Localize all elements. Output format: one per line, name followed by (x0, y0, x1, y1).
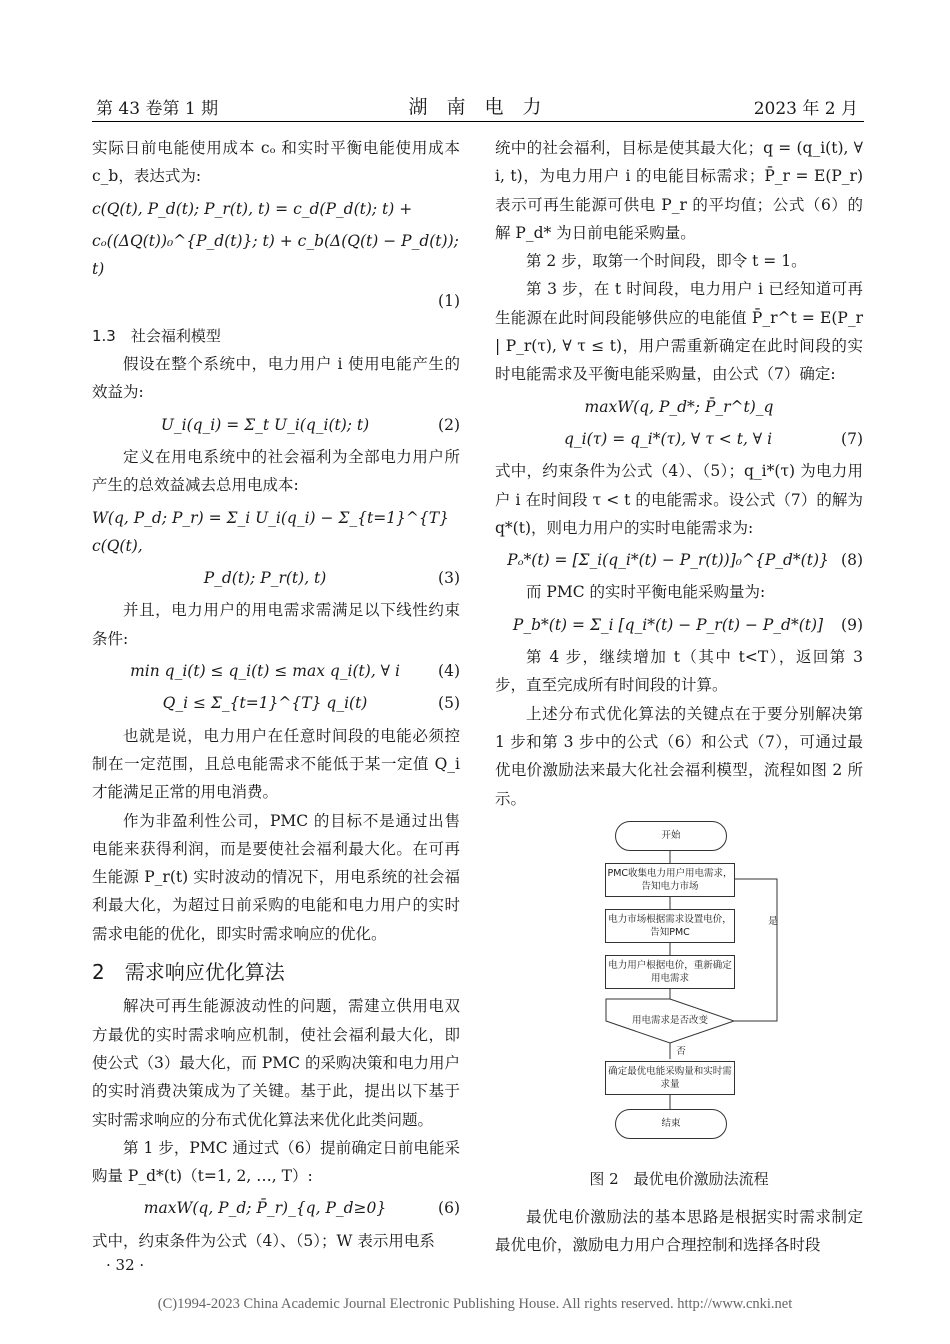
flowchart (569, 819, 789, 1159)
paragraph: 上述分布式优化算法的关键点在于要分别解决第 1 步和第 3 步中的公式（6）和公式（7），可通过最优电价激励法来最大化社会福利模型，流程如图 2 所示。 (495, 704, 863, 808)
equation-2: U_i(q_i) = Σ_t U_i(q_i(t); t) (2) (160, 415, 460, 434)
flow-decision: 用电需求是否改变 (631, 1015, 708, 1027)
paragraph: 统中的社会福利，目标是使其最大化；q = (q_i(t), ∀ i, t)，为电力用户 i 的电能目标需求；P̄_r = E(P_r) 表示可再生能源可供电 P_r 的平均值；公式（6）的解 P_d* 为日前电能采购量。 (495, 139, 863, 242)
equation-7-cont: q_i(τ) = q_i*(τ), ∀ τ < t, ∀ i (7) (563, 429, 863, 448)
paragraph: 作为非盈利性公司，PMC 的目标不是通过出售电能来获得利润，而是要使社会福利最大化。在可再生能源 P_r(t) 实时波动的情况下，用电系统的社会福利最大化，为超过日前采购的电能和电力用户的实时需求电能的优化，即实时需求响应的优化。 (92, 811, 460, 943)
flow-yes-label: 是 (768, 916, 778, 928)
section-heading-2: 2 需求响应优化算法 (92, 960, 285, 985)
flow-no-label: 否 (676, 1046, 686, 1058)
equation-7: maxW(q, P_d*; P̄_r^t)_q (584, 397, 774, 416)
equation-1-number: (1) (438, 292, 460, 311)
equation-5: Q_i ≤ Σ_{t=1}^{T} q_i(t) (5) (162, 694, 460, 713)
paragraph: 式中，约束条件为公式（4）、（5）；W 表示用电系 (92, 1231, 435, 1250)
right-column (495, 134, 863, 1260)
paragraph: 解决可再生能源波动性的问题，需建立供用电双方最优的实时需求响应机制，使社会福利最大化，即使公式（3）最大化，而 PMC 的采购决策和电力用户的实时消费决策成为了关键。基于此，提出以下基于实时需求响应的分布式优化算法来优化此类问题。 (92, 997, 460, 1129)
equation-4: min q_i(t) ≤ q_i(t) ≤ max q_i(t), ∀ i (4) (130, 662, 460, 681)
equation-3: W(q, P_d; P_r) = Σ_i U_i(q_i) − Σ_{t=1}^{T} c(Q(t), (92, 508, 449, 555)
paragraph: 第 1 步，PMC 通过式（6）提前确定日前电能采购量 P_d*(t)（t=1, 2, …, T）: (92, 1138, 460, 1186)
paragraph: 并且，电力用户的用电需求需满足以下线性约束条件: (92, 601, 460, 648)
paragraph: 最优电价激励法的基本思路是根据实时需求制定最优电价，激励电力用户合理控制和选择各时段 (495, 1208, 863, 1255)
journal-title: 湖 南 电 力 (408, 96, 542, 118)
flow-end: 结束 (615, 1109, 727, 1139)
equation-3-cont: P_d(t); P_r(t), t) (3) (203, 569, 460, 588)
header-rule (92, 121, 864, 122)
equation-9: P_b*(t) = Σ_i [q_i*(t) − P_r(t) − P_d*(t)] (9) (512, 615, 863, 634)
page-number: · 32 · (106, 1256, 145, 1274)
section-heading-1-3: 1.3 社会福利模型 (92, 326, 221, 345)
paragraph: 第 2 步，取第一个时间段，即令 t = 1。 (526, 252, 807, 271)
flow-start: 开始 (615, 821, 727, 851)
figure-caption: 图 2 最优电价激励法流程 (589, 1169, 769, 1188)
paragraph: 也就是说，电力用户在任意时间段的电能必须控制在一定范围，且总电能需求不能低于某一定值 Q_i 才能满足正常的用电消费。 (92, 726, 460, 802)
copyright-notice: (C)1994-2023 China Academic Journal Electronic Publishing House. All rights reserved. http://www.cnki.net (157, 1296, 793, 1312)
equation-1-cont: cₒ((ΔQ(t))₀^{P_d(t)}; t) + c_b(Δ(Q(t) − P_d(t)); t) (92, 231, 459, 279)
paragraph: 第 4 步，继续增加 t（其中 t<T），返回第 3 步，直至完成所有时间段的计算。 (495, 648, 863, 695)
left-column (92, 134, 460, 1255)
issue-date: 2023 年 2 月 (753, 99, 858, 119)
flow-step-1: PMC收集电力用户用电需求，告知电力市场 (605, 863, 735, 897)
flow-step-3: 电力用户根据电价，重新确定用电需求 (605, 955, 735, 989)
paragraph: 第 3 步，在 t 时间段，电力用户 i 已经知道可再生能源在此时间段能够供应的电能值 P̄_r^t = E(P_r | P_r(τ), ∀ τ ≤ t)，用户需重新确定在此时间段的实时电能需求及平衡电能采购量，由公式（7）确定: (495, 280, 863, 384)
equation-8: Pₒ*(t) = [Σ_i(q_i*(t) − P_r(t))]₀^{P_d*(t)} (8) (507, 551, 863, 570)
paragraph: 实际日前电能使用成本 cₒ 和实时平衡电能使用成本 c_b，表达式为: (92, 139, 460, 186)
paragraph: 假设在整个系统中，电力用户 i 使用电能产生的效益为: (92, 355, 460, 402)
paragraph: 而 PMC 的实时平衡电能采购量为: (526, 583, 766, 602)
flow-step-2: 电力市场根据需求设置电价，告知PMC (605, 909, 735, 943)
equation-1: c(Q(t), P_d(t); P_r(t), t) = c_d(P_d(t); t) + (92, 199, 413, 218)
flow-step-4: 确定最优电能采购量和实时需求量 (605, 1061, 735, 1095)
journal-volume: 第 43 卷第 1 期 (96, 99, 219, 119)
equation-6: maxW(q, P_d; P̄_r)_{q, P_d≥0} (6) (143, 1199, 460, 1218)
paragraph: 定义在用电系统中的社会福利为全部电力用户所产生的总效益减去总用电成本: (92, 447, 460, 495)
paragraph: 式中，约束条件为公式（4）、（5）；q_i*(τ) 为电力用户 i 在时间段 τ < t 的电能需求。设公式（7）的解为 q*(t)，则电力用户的实时电能需求为: (495, 462, 863, 537)
